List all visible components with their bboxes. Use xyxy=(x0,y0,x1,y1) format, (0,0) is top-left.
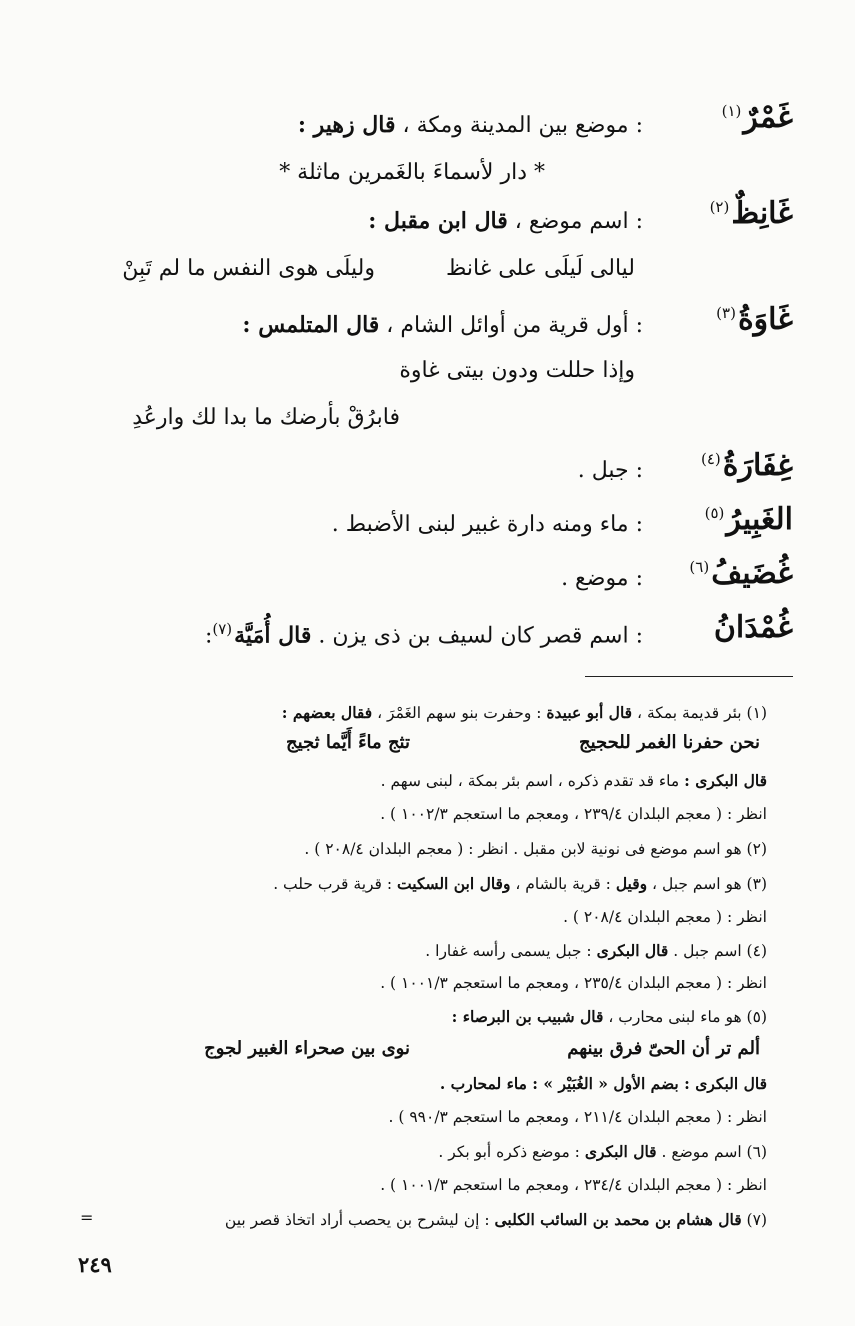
footnote-5-bakri: قال البكرى : بضم الأول « الغُبَيْر » : ماء لمحارب . xyxy=(439,1074,767,1093)
verse-zuhair: * دار لأسماءَ بالغَمرين ماثلة * xyxy=(279,160,545,185)
verse-hemistich-2: وليلَى هوى النفس ما لم تَبِنْ xyxy=(122,256,375,281)
footnote-3: (٣) هو اسم جبل ، وقيل : قرية بالشام ، وقال ابن السكيت : قرية قرب حلب . xyxy=(273,874,767,893)
footnote-7: (٧) قال هشام بن محمد بن السائب الكلبى : إن ليشرح بن يحصب أراد اتخاذ قصر بين xyxy=(224,1210,767,1229)
footnote-separator xyxy=(585,676,793,677)
footnote-3-ref: انظر : ( معجم البلدان ٢٠٨/٤ ) . xyxy=(563,908,767,926)
footnote-6: (٦) اسم موضع . قال البكرى : موضع ذكره أبو بكر . xyxy=(438,1142,767,1161)
headword-ghabir: الغَبِيرُ$^{(٥)}$ xyxy=(704,502,793,537)
footnote-1-bakri: قال البكرى : ماء قد تقدم ذكره ، اسم بئر بمكة ، لبنى سهم . xyxy=(380,771,767,790)
footnote-1-ref: انظر : ( معجم البلدان ٢٣٩/٤ ، ومعجم ما استعجم ١٠٠٢/٣ ) . xyxy=(380,805,767,823)
footnote-2: (٢) هو اسم موضع فى نونية لابن مقبل . انظر : ( معجم البلدان ٢٠٨/٤ ) . xyxy=(304,840,767,858)
headword-ghamr: غَمْرٌ$^{(١)}$ xyxy=(721,100,793,135)
footnote-6-ref: انظر : ( معجم البلدان ٢٣٤/٤ ، ومعجم ما استعجم ١٠٠١/٣ ) . xyxy=(380,1176,767,1194)
footnote-5-poem-b: نوى بين صحراء الغبير لجوج xyxy=(204,1038,410,1059)
headword-ghudaif: غُضَيفُ$^{(٦)}$ xyxy=(689,556,793,591)
definition-ghabir: : ماء ومنه دارة غبير لبنى الأضبط . xyxy=(331,512,643,537)
headword-ghifarah: غِفَارَةُ$^{(٤)}$ xyxy=(701,448,793,483)
footnote-1-poem-a: نحن حفرنا الغمر للحجيج xyxy=(578,732,760,753)
footnote-5-ref: انظر : ( معجم البلدان ٢١١/٤ ، ومعجم ما استعجم ٩٩٠/٣ ) . xyxy=(388,1108,767,1126)
verse-mutalammis-2: فابرُقْ بأرضك ما بدا لك وارعُدِ xyxy=(132,405,400,430)
definition-ghifarah: : جبل . xyxy=(577,458,643,483)
definition-ghawah: : أول قرية من أوائل الشام ، قال المتلمس : xyxy=(242,312,643,338)
headword-ghumdan: غُمْدَانُ xyxy=(713,610,793,645)
definition-ghanidh: : اسم موضع ، قال ابن مقبل : xyxy=(368,208,643,234)
headword-ghanidh: غَانِظٌ$^{(٢)}$ xyxy=(709,196,793,231)
footnote-5-poem-a: ألم تر أن الحىّ فرق بينهم xyxy=(567,1038,760,1059)
definition-ghudaif: : موضع . xyxy=(561,566,643,591)
verse-hemistich-1: ليالى لَيلَى على غانظ xyxy=(446,256,635,281)
page-number: ٢٤٩ xyxy=(78,1252,112,1277)
footnote-4: (٤) اسم جبل . قال البكرى : جبل يسمى رأسه غفارا . xyxy=(425,941,767,960)
footnote-1-poem-b: تثج ماءً أَيَّما ثجيج xyxy=(285,732,410,753)
footnote-5: (٥) هو ماء لبنى محارب ، قال شبيب بن البرصاء : xyxy=(451,1007,767,1026)
headword-ghawah: غَاوَةُ$^{(٣)}$ xyxy=(716,302,793,337)
verse-mutalammis-1: وإذا حللت ودون بيتى غاوة xyxy=(399,358,635,383)
definition-ghamr: : موضع بين المدينة ومكة ، قال زهير : xyxy=(297,112,643,138)
definition-ghumdan: : اسم قصر كان لسيف بن ذى يزن . قال أُمَيَّة$^{(٧)}$: xyxy=(204,620,643,649)
footnote-4-ref: انظر : ( معجم البلدان ٢٣٥/٤ ، ومعجم ما استعجم ١٠٠١/٣ ) . xyxy=(380,974,767,992)
footnote-1: (١) بئر قديمة بمكة ، قال أبو عبيدة : وحفرت بنو سهم الغَمْرَ ، فقال بعضهم : xyxy=(281,703,767,722)
continuation-mark: = xyxy=(80,1208,94,1227)
